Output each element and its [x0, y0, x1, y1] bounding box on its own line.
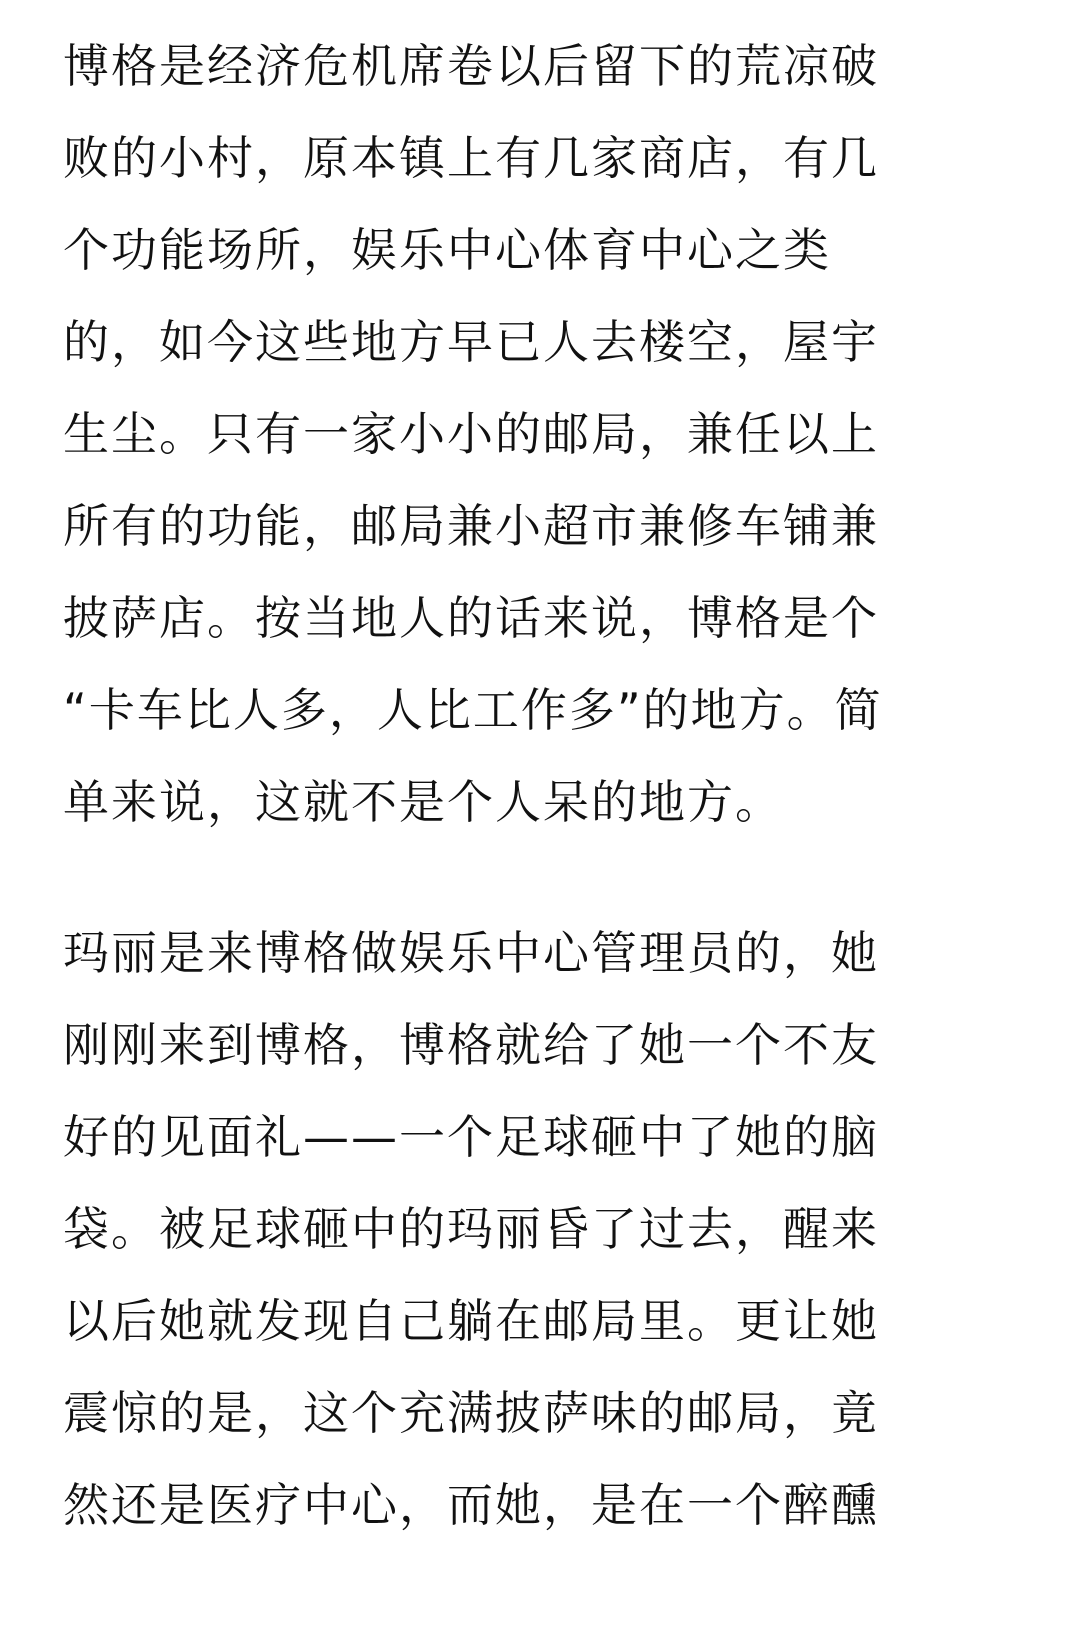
text-line: 所有的功能，邮局兼小超市兼修车铺兼: [63, 499, 879, 553]
paragraph-2: [63, 907, 879, 1551]
text-line: 袋。被足球砸中的玛丽昏了过去，醒来: [63, 1202, 879, 1256]
text-line: 的，如今这些地方早已人去楼空，屋宇: [63, 315, 879, 369]
text-line: 生尘。只有一家小小的邮局，兼任以上: [63, 407, 879, 461]
text-line: 披萨店。按当地人的话来说，博格是个: [63, 591, 879, 645]
text-line: 单来说，这就不是个人呆的地方。: [63, 775, 783, 829]
paragraph-1: [63, 20, 883, 848]
text-line: 好的见面礼——一个足球砸中了她的脑: [63, 1110, 879, 1164]
text-line: 博格是经济危机席卷以后留下的荒凉破: [63, 39, 879, 93]
text-line: 败的小村，原本镇上有几家商店，有几: [63, 131, 879, 185]
text-line: 个功能场所，娱乐中心体育中心之类: [63, 223, 831, 277]
text-line: 玛丽是来博格做娱乐中心管理员的，她: [63, 926, 879, 980]
text-line: 刚刚来到博格，博格就给了她一个不友: [63, 1018, 879, 1072]
text-line: 然还是医疗中心，而她，是在一个醉醺: [63, 1478, 879, 1532]
text-line: 以后她就发现自己躺在邮局里。更让她: [63, 1294, 879, 1348]
text-line: “卡车比人多，人比工作多”的地方。简: [63, 683, 883, 737]
text-line: 震惊的是，这个充满披萨味的邮局，竟: [63, 1386, 879, 1440]
